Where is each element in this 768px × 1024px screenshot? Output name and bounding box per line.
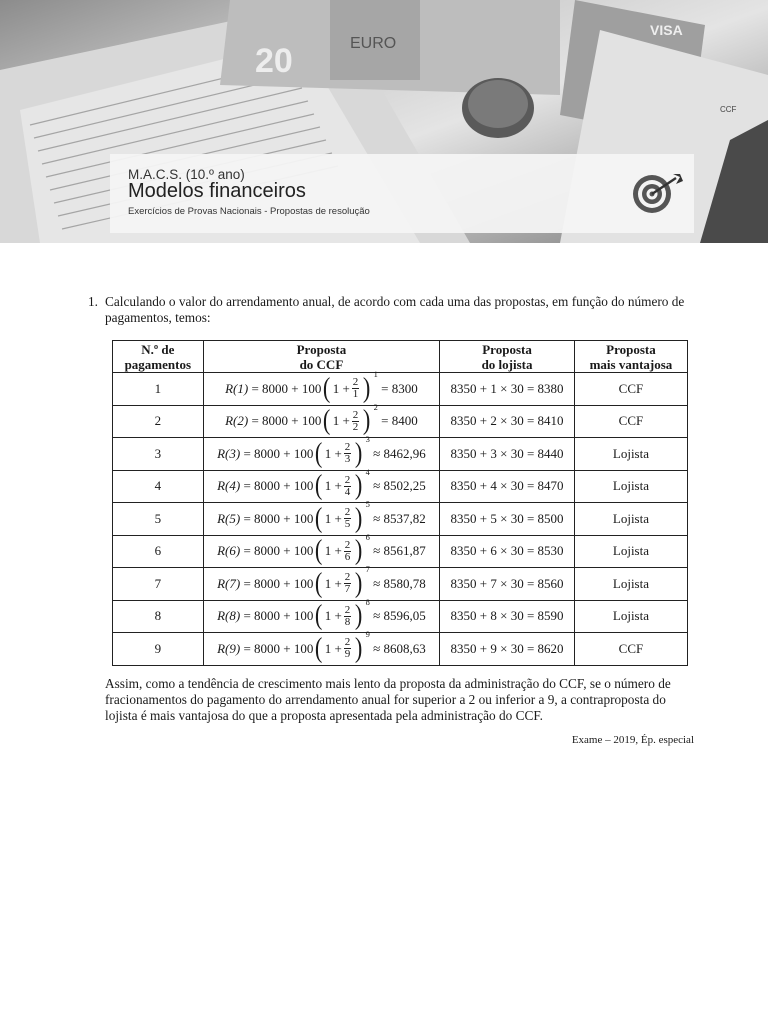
table-row	[113, 503, 688, 536]
formula-base: = 8000 + 100	[251, 413, 322, 429]
fraction-numerator: 2	[344, 441, 351, 454]
ccf-formula: R(4) = 8000 + 100 ( 1 + $\frac{2}{4}$ ) 4 ≈ 8502,25	[217, 466, 426, 502]
title-box	[110, 154, 694, 233]
formula-result: ≈ 8596,05	[373, 608, 426, 624]
formula-one-plus: 1 +	[324, 543, 342, 559]
formula-one-plus: 1 +	[324, 510, 342, 526]
banknote-value: 20	[255, 42, 293, 80]
cell-lojista: 8350 + 2 × 30 = 8410	[440, 405, 575, 438]
ccf-formula: R(5) = 8000 + 100 ( 1 + $\frac{2}{5}$ ) 5 ≈ 8537,82	[217, 499, 426, 534]
formula-fraction	[352, 377, 360, 400]
formula-function: R(4)	[217, 478, 241, 494]
fraction-denominator: 6	[344, 550, 351, 563]
fraction-denominator: 5	[344, 518, 351, 531]
ccf-formula: R(2) = 8000 + 100 ( 1 + $\frac{2}{2}$ ) 2 = 8400	[225, 401, 418, 437]
header-best: Proposta mais vantajosa	[574, 341, 687, 373]
cell-lojista: 8350 + 7 × 30 = 8560	[440, 568, 575, 601]
conclusion-text: Assim, como a tendência de crescimento mais lento da proposta da administração do CCF, se o número de fracionamentos do pagamento do arrendamento anual for superior a 2 ou inferior a 9, a contraproposta do lojista é mais vantajosa do que a proposta apresentada pela administração do CCF.	[105, 676, 671, 723]
cell-lojista: 8350 + 3 × 30 = 8440	[440, 438, 575, 471]
formula-base: = 8000 + 100	[243, 478, 314, 494]
formula-base: = 8000 + 100	[243, 510, 314, 526]
fraction-numerator: 2	[352, 408, 359, 421]
formula-one-plus: 1 +	[324, 575, 342, 591]
subject-label: M.A.C.S. (10.º ano)	[128, 167, 245, 182]
formula-function: R(5)	[217, 510, 241, 526]
ccf-formula: R(8) = 8000 + 100 ( 1 + $\frac{2}{8}$ ) 8 ≈ 8596,05	[217, 596, 426, 632]
formula-fraction	[344, 442, 352, 465]
cell-ccf-formula	[203, 531, 440, 568]
formula-function: R(1)	[225, 380, 249, 396]
cell-best-proposal: CCF	[574, 633, 687, 666]
formula-exponent: 7	[365, 564, 370, 575]
fraction-numerator: 2	[344, 538, 351, 551]
ccf-formula: R(9) = 8000 + 100 ( 1 + $\frac{2}{9}$ ) 9 ≈ 8608,63	[217, 629, 426, 664]
formula-result: ≈ 8462,96	[373, 445, 426, 461]
formula-function: R(7)	[217, 575, 241, 591]
table-row	[113, 568, 688, 601]
table-row	[113, 600, 688, 633]
question-1	[88, 294, 698, 326]
ccf-formula: R(7) = 8000 + 100 ( 1 + $\frac{2}{7}$ ) 7 ≈ 8580,78	[217, 564, 426, 599]
cell-best-proposal: Lojista	[574, 568, 687, 601]
cell-payments: 3	[113, 438, 204, 471]
formula-one-plus: 1 +	[324, 608, 342, 624]
formula-fraction	[344, 605, 352, 628]
formula-function: R(8)	[217, 608, 241, 624]
formula-result: ≈ 8561,87	[373, 543, 426, 559]
fraction-numerator: 2	[344, 636, 351, 649]
cell-lojista: 8350 + 6 × 30 = 8530	[440, 535, 575, 568]
formula-exponent: 9	[365, 629, 370, 640]
cell-ccf-formula	[203, 629, 440, 666]
cell-lojista: 8350 + 8 × 30 = 8590	[440, 600, 575, 633]
cell-payments: 4	[113, 470, 204, 503]
formula-result: = 8300	[381, 380, 418, 396]
cell-payments: 2	[113, 405, 204, 438]
banknote-word: EURO	[350, 35, 397, 52]
formula-fraction	[344, 475, 352, 498]
cell-best-proposal: Lojista	[574, 438, 687, 471]
table-row	[113, 633, 688, 666]
cell-best-proposal: CCF	[574, 405, 687, 438]
formula-one-plus: 1 +	[324, 445, 342, 461]
fraction-numerator: 2	[344, 473, 351, 486]
header-lojista: Proposta do lojista	[440, 341, 575, 373]
formula-result: ≈ 8537,82	[373, 510, 426, 526]
cell-payments: 9	[113, 633, 204, 666]
table-row	[113, 438, 688, 471]
formula-exponent: 8	[365, 596, 370, 607]
formula-fraction	[344, 540, 352, 563]
formula-exponent: 2	[373, 401, 378, 412]
fraction-numerator: 2	[344, 603, 351, 616]
cell-best-proposal: Lojista	[574, 600, 687, 633]
fraction-numerator: 2	[344, 571, 351, 584]
cell-ccf-formula	[203, 564, 440, 601]
formula-base: = 8000 + 100	[251, 380, 322, 396]
formula-one-plus: 1 +	[332, 413, 350, 429]
formula-result: ≈ 8580,78	[373, 575, 426, 591]
cell-payments: 7	[113, 568, 204, 601]
cell-lojista: 8350 + 4 × 30 = 8470	[440, 470, 575, 503]
formula-fraction	[344, 572, 352, 595]
formula-base: = 8000 + 100	[243, 543, 314, 559]
table-header-row	[113, 341, 688, 373]
formula-fraction	[352, 410, 360, 433]
cell-ccf-formula	[203, 466, 440, 503]
formula-one-plus: 1 +	[324, 640, 342, 656]
ccf-formula: R(1) = 8000 + 100 ( 1 + $\frac{2}{1}$ ) 1 = 8300	[225, 369, 418, 404]
fraction-numerator: 2	[352, 376, 359, 389]
formula-result: ≈ 8608,63	[373, 640, 426, 656]
page-subtitle: Exercícios de Provas Nacionais - Propostas de resolução	[128, 206, 370, 217]
cell-ccf-formula	[203, 401, 440, 438]
formula-function: R(6)	[217, 543, 241, 559]
cell-ccf-formula	[203, 434, 440, 471]
fraction-denominator: 4	[344, 485, 351, 498]
formula-one-plus: 1 +	[332, 380, 350, 396]
fraction-numerator: 2	[344, 506, 351, 519]
cell-lojista: 8350 + 5 × 30 = 8500	[440, 503, 575, 536]
fraction-denominator: 2	[352, 420, 359, 433]
fraction-denominator: 8	[344, 615, 351, 628]
proposals-table	[112, 340, 688, 666]
exam-source: Exame – 2019, Ép. especial	[571, 734, 694, 746]
cell-ccf-formula	[203, 369, 440, 406]
cell-best-proposal: Lojista	[574, 503, 687, 536]
cell-lojista: 8350 + 1 × 30 = 8380	[440, 373, 575, 406]
page-title: Modelos financeiros	[128, 180, 306, 202]
cell-payments: 6	[113, 535, 204, 568]
formula-fraction	[344, 507, 352, 530]
formula-exponent: 5	[365, 499, 370, 510]
header-payments: N.º de pagamentos	[113, 341, 204, 373]
fraction-denominator: 9	[344, 648, 351, 661]
formula-exponent: 1	[373, 369, 378, 380]
formula-base: = 8000 + 100	[243, 640, 314, 656]
formula-result: ≈ 8502,25	[373, 478, 426, 494]
card-logo-text: CCF	[720, 105, 737, 114]
card-brand: VISA	[650, 22, 683, 38]
cell-payments: 1	[113, 373, 204, 406]
formula-function: R(2)	[225, 413, 249, 429]
formula-exponent: 6	[365, 531, 370, 542]
formula-function: R(9)	[217, 640, 241, 656]
formula-exponent: 4	[365, 466, 370, 477]
cell-ccf-formula	[203, 499, 440, 536]
fraction-denominator: 1	[352, 388, 359, 401]
ccf-formula: R(3) = 8000 + 100 ( 1 + $\frac{2}{3}$ ) 3 ≈ 8462,96	[217, 434, 426, 469]
cell-best-proposal: Lojista	[574, 470, 687, 503]
formula-exponent: 3	[365, 434, 370, 445]
fraction-denominator: 7	[344, 583, 351, 596]
table-row	[113, 470, 688, 503]
table-row	[113, 535, 688, 568]
table-row	[113, 405, 688, 438]
formula-base: = 8000 + 100	[243, 608, 314, 624]
cell-payments: 5	[113, 503, 204, 536]
header-ccf: Proposta do CCF	[203, 341, 440, 373]
formula-function: R(3)	[217, 445, 241, 461]
header-banner	[0, 0, 768, 243]
question-number: 1.	[88, 294, 98, 309]
cell-lojista: 8350 + 9 × 30 = 8620	[440, 633, 575, 666]
formula-base: = 8000 + 100	[243, 575, 314, 591]
fraction-denominator: 3	[344, 453, 351, 466]
target-icon	[632, 172, 686, 216]
formula-result: = 8400	[381, 413, 418, 429]
cell-best-proposal: CCF	[574, 373, 687, 406]
formula-fraction	[344, 637, 352, 660]
formula-base: = 8000 + 100	[243, 445, 314, 461]
cell-payments: 8	[113, 600, 204, 633]
table-row	[113, 373, 688, 406]
ccf-formula: R(6) = 8000 + 100 ( 1 + $\frac{2}{6}$ ) 6 ≈ 8561,87	[217, 531, 426, 567]
cell-ccf-formula	[203, 596, 440, 633]
question-text: Calculando o valor do arrendamento anual, de acordo com cada uma das propostas, em função do número de pagamentos, temos:	[105, 294, 685, 325]
cell-best-proposal: Lojista	[574, 535, 687, 568]
formula-one-plus: 1 +	[324, 478, 342, 494]
